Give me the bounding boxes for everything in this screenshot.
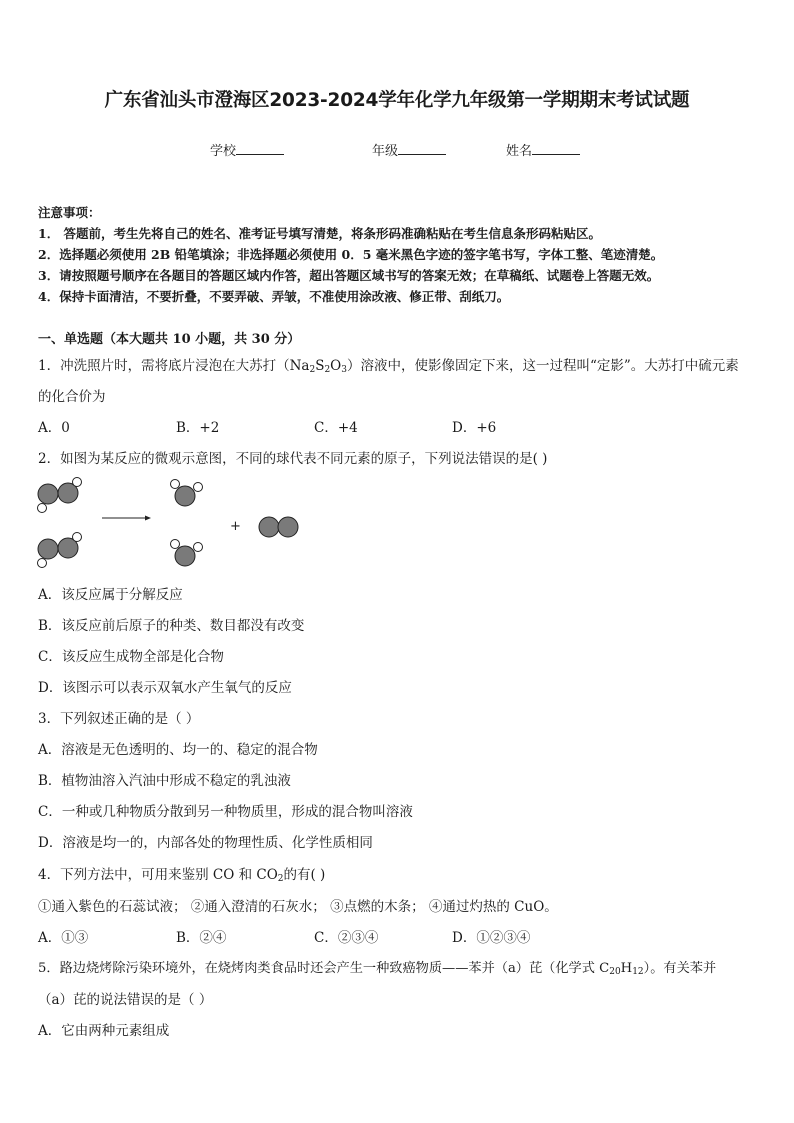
product-molecule-bottom: [171, 540, 203, 567]
note-item: 4．保持卡面清洁，不要折叠，不要弄破、弄皱，不准使用涂改液、修正带、刮纸刀。: [38, 289, 510, 304]
note-item: 1． 答题前，考生先将自己的姓名、准考证号填写清楚，将条形码准确粘贴在考生信息条形码粘贴区。: [38, 226, 602, 241]
q4-stem: 4．下列方法中，可用来鉴别 CO 和 $CO_2$的有( ): [38, 867, 326, 884]
school-blank[interactable]: [236, 142, 284, 155]
q1-option-b[interactable]: B．+2: [176, 420, 220, 436]
q4-option-d[interactable]: D．①②③④: [452, 930, 531, 946]
school-label: 学校: [210, 144, 237, 159]
plus-sign: +: [230, 519, 241, 534]
q3-option-a[interactable]: A．溶液是无色透明的、均一的、稳定的混合物: [38, 742, 318, 758]
q5-stem-line1: 5．路边烧烤除污染环境外，在烧烤肉类食品时还会产生一种致癌物质——苯并（a）芘（化学式 $C_{20}H_{12}$）。有关苯并: [38, 961, 717, 977]
grade-field[interactable]: [372, 140, 446, 159]
q2-option-d[interactable]: D．该图示可以表示双氧水产生氧气的反应: [38, 680, 292, 696]
reaction-arrow: [102, 516, 151, 521]
q1-stem-line1: 1．冲洗照片时，需将底片浸泡在大苏打$(Na_2S_2O_3)$溶液中，使影像固定下来，这一过程叫“定影”。大苏打中硫元素: [38, 358, 739, 375]
product-molecule-diatomic: [259, 517, 298, 537]
atom-large: [38, 484, 58, 504]
q2-option-b[interactable]: B．该反应前后原子的种类、数目都没有改变: [38, 618, 305, 634]
section-heading: 一、单选题（本大题共 10 小题，共 30 分）: [38, 332, 301, 347]
q2-option-a[interactable]: A．该反应属于分解反应: [38, 587, 183, 603]
atom-small: [38, 504, 47, 513]
q5-option-a[interactable]: A．它由两种元素组成: [38, 1023, 170, 1039]
q4-option-c[interactable]: C．②③④: [314, 930, 379, 946]
reactant-molecule-top: [38, 478, 82, 513]
q1-option-a[interactable]: A．0: [38, 420, 70, 436]
school-field[interactable]: [210, 140, 284, 159]
atom-large: [175, 546, 195, 566]
name-field[interactable]: [506, 140, 580, 159]
grade-blank[interactable]: [398, 142, 446, 155]
q4-methods: ①通入紫色的石蕊试液； ②通入澄清的石灰水； ③点燃的木条； ④通过灼热的 CuO。: [38, 899, 558, 915]
q2-option-c[interactable]: C．该反应生成物全部是化合物: [38, 649, 224, 665]
atom-small: [73, 533, 82, 542]
q3-option-d[interactable]: D．溶液是均一的，内部各处的物理性质、化学性质相同: [38, 835, 373, 851]
atom-small: [194, 483, 203, 492]
q4-option-b[interactable]: B．②④: [176, 930, 227, 946]
q3-option-b[interactable]: B．植物油溶入汽油中形成不稳定的乳浊液: [38, 773, 291, 789]
note-item: 3．请按照题号顺序在各题目的答题区域内作答，超出答题区域书写的答案无效；在草稿纸、试题卷上答题无效。: [38, 268, 660, 283]
q3-option-c[interactable]: C．一种或几种物质分散到另一种物质里，形成的混合物叫溶液: [38, 804, 413, 820]
name-label: 姓名: [506, 144, 533, 159]
reactant-molecule-bottom: [38, 533, 82, 568]
atom-small: [73, 478, 82, 487]
atom-large: [259, 517, 279, 537]
atom-small: [171, 540, 180, 549]
q1-option-d[interactable]: D．+6: [452, 420, 497, 436]
atom-small: [194, 543, 203, 552]
atom-small: [171, 480, 180, 489]
q1-stem-line2: 的化合价为: [38, 389, 106, 405]
q3-stem: 3．下列叙述正确的是（ ）: [38, 711, 200, 727]
q5-stem-line2: （a）芘的说法错误的是（ ）: [38, 992, 213, 1008]
product-molecule-top: [171, 480, 203, 507]
atom-large: [175, 486, 195, 506]
atom-large: [278, 517, 298, 537]
exam-title: 广东省汕头市澄海区2023-2024学年化学九年级第一学期期末考试试题: [104, 90, 690, 111]
note-item: 2．选择题必须使用 2B 铅笔填涂；非选择题必须使用 0．5 毫米黑色字迹的签字笔书写，字体工整、笔迹清楚。: [38, 247, 664, 262]
atom-small: [38, 559, 47, 568]
q4-option-a[interactable]: A．①③: [38, 930, 89, 946]
notes-heading: 注意事项：: [38, 205, 101, 220]
q1-option-c[interactable]: C．+4: [314, 420, 358, 436]
grade-label: 年级: [372, 144, 399, 159]
atom-large: [38, 539, 58, 559]
q2-stem: 2．如图为某反应的微观示意图，不同的球代表不同元素的原子，下列说法错误的是( ): [38, 451, 548, 467]
name-blank[interactable]: [532, 142, 580, 155]
reaction-diagram: [30, 472, 320, 576]
